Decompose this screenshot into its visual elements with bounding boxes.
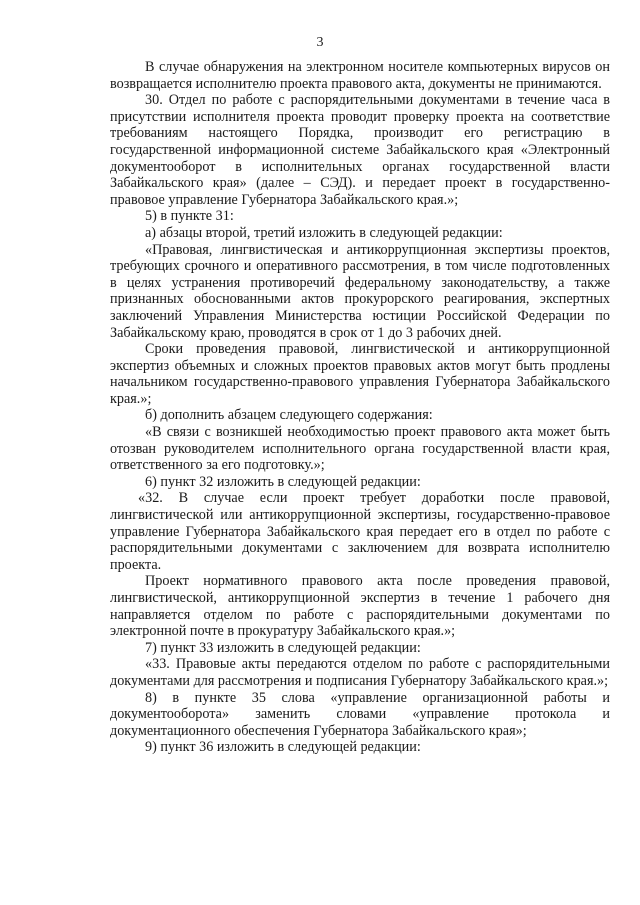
paragraph-quoted-expertise: «Правовая, лингвистическая и антикоррупционная экспертизы проектов, требующих срочного и оперативного рассмотрения, в том числе подготовленных в целях устранения противоречий федеральному законодательству, а также признанных обоснованными актов прокурорского реагирования, экспертных заключений Управления Министерства юстиции Российской Федерации по Забайкальскому краю, проводятся в срок от 1 до 3 рабочих дней. <box>110 241 610 341</box>
paragraph-item-5: 5) в пункте 31: <box>145 208 234 225</box>
paragraph-item-8: 8) в пункте 35 слова «управление организационной работы и документооборота» заменить словами «управление протокола и документационного обеспечения Губернатора Забайкальского края»; <box>110 689 610 739</box>
paragraph-subitem-a: а) абзацы второй, третий изложить в следующей редакции: <box>145 224 503 241</box>
paragraph-quoted-withdrawal: «В связи с возникшей необходимостью проект правового акта может быть отозван руководителем исполнительного органа государственной власти края, ответственного за его подготовку.»; <box>110 424 610 474</box>
paragraph-subitem-b: б) дополнить абзацем следующего содержания: <box>145 407 433 424</box>
page-number: 3 <box>316 35 324 50</box>
document-body <box>110 59 610 756</box>
paragraph-virus-check: В случае обнаружения на электронном носителе компьютерных вирусов он возвращается исполнителю проекта правового акта, документы не принимаются. <box>110 59 610 92</box>
paragraph-quoted-33: «33. Правовые акты передаются отделом по работе с распорядительными документами для рассмотрения и подписания Губернатору Забайкальского края.»; <box>110 656 610 689</box>
paragraph-item-6: 6) пункт 32 изложить в следующей редакции: <box>145 473 421 490</box>
paragraph-item-30: 30. Отдел по работе с распорядительными документами в течение часа в присутствии исполнителя проекта проводит проверку проекта на соответствие требованиям настоящего Порядка, производит его регистрацию в государственной информационной системе Забайкальского края «Электронный документооборот в исполнительных органах государственной власти Забайкальского края» (далее – СЭД). и передает проект в государственно-правовое управление Губернатора Забайкальского края.»; <box>110 92 610 208</box>
paragraph-item-7: 7) пункт 33 изложить в следующей редакции: <box>145 639 421 656</box>
paragraph-quoted-32: «32. В случае если проект требует доработки после правовой, лингвистической или антикоррупционной экспертизы, государственно-правовое управление Губернатора Забайкальского края передает его в отдел по работе с распорядительными документами с заключением для возврата исполнителю проекта. <box>110 490 610 573</box>
paragraph-item-9: 9) пункт 36 изложить в следующей редакции: <box>145 739 421 756</box>
paragraph-expertise-terms: Сроки проведения правовой, лингвистической и антикоррупционной экспертиз объемных и сложных проектов правовых актов могут быть продлены начальником государственно-правового управления Губернатора Забайкальского края.»; <box>110 341 610 407</box>
paragraph-normative-project: Проект нормативного правового акта после проведения правовой, лингвистической, антикоррупционной экспертиз в течение 1 рабочего дня направляется отделом по работе с распорядительными документами по электронной почте в прокуратуру Забайкальского края.»; <box>110 573 610 640</box>
